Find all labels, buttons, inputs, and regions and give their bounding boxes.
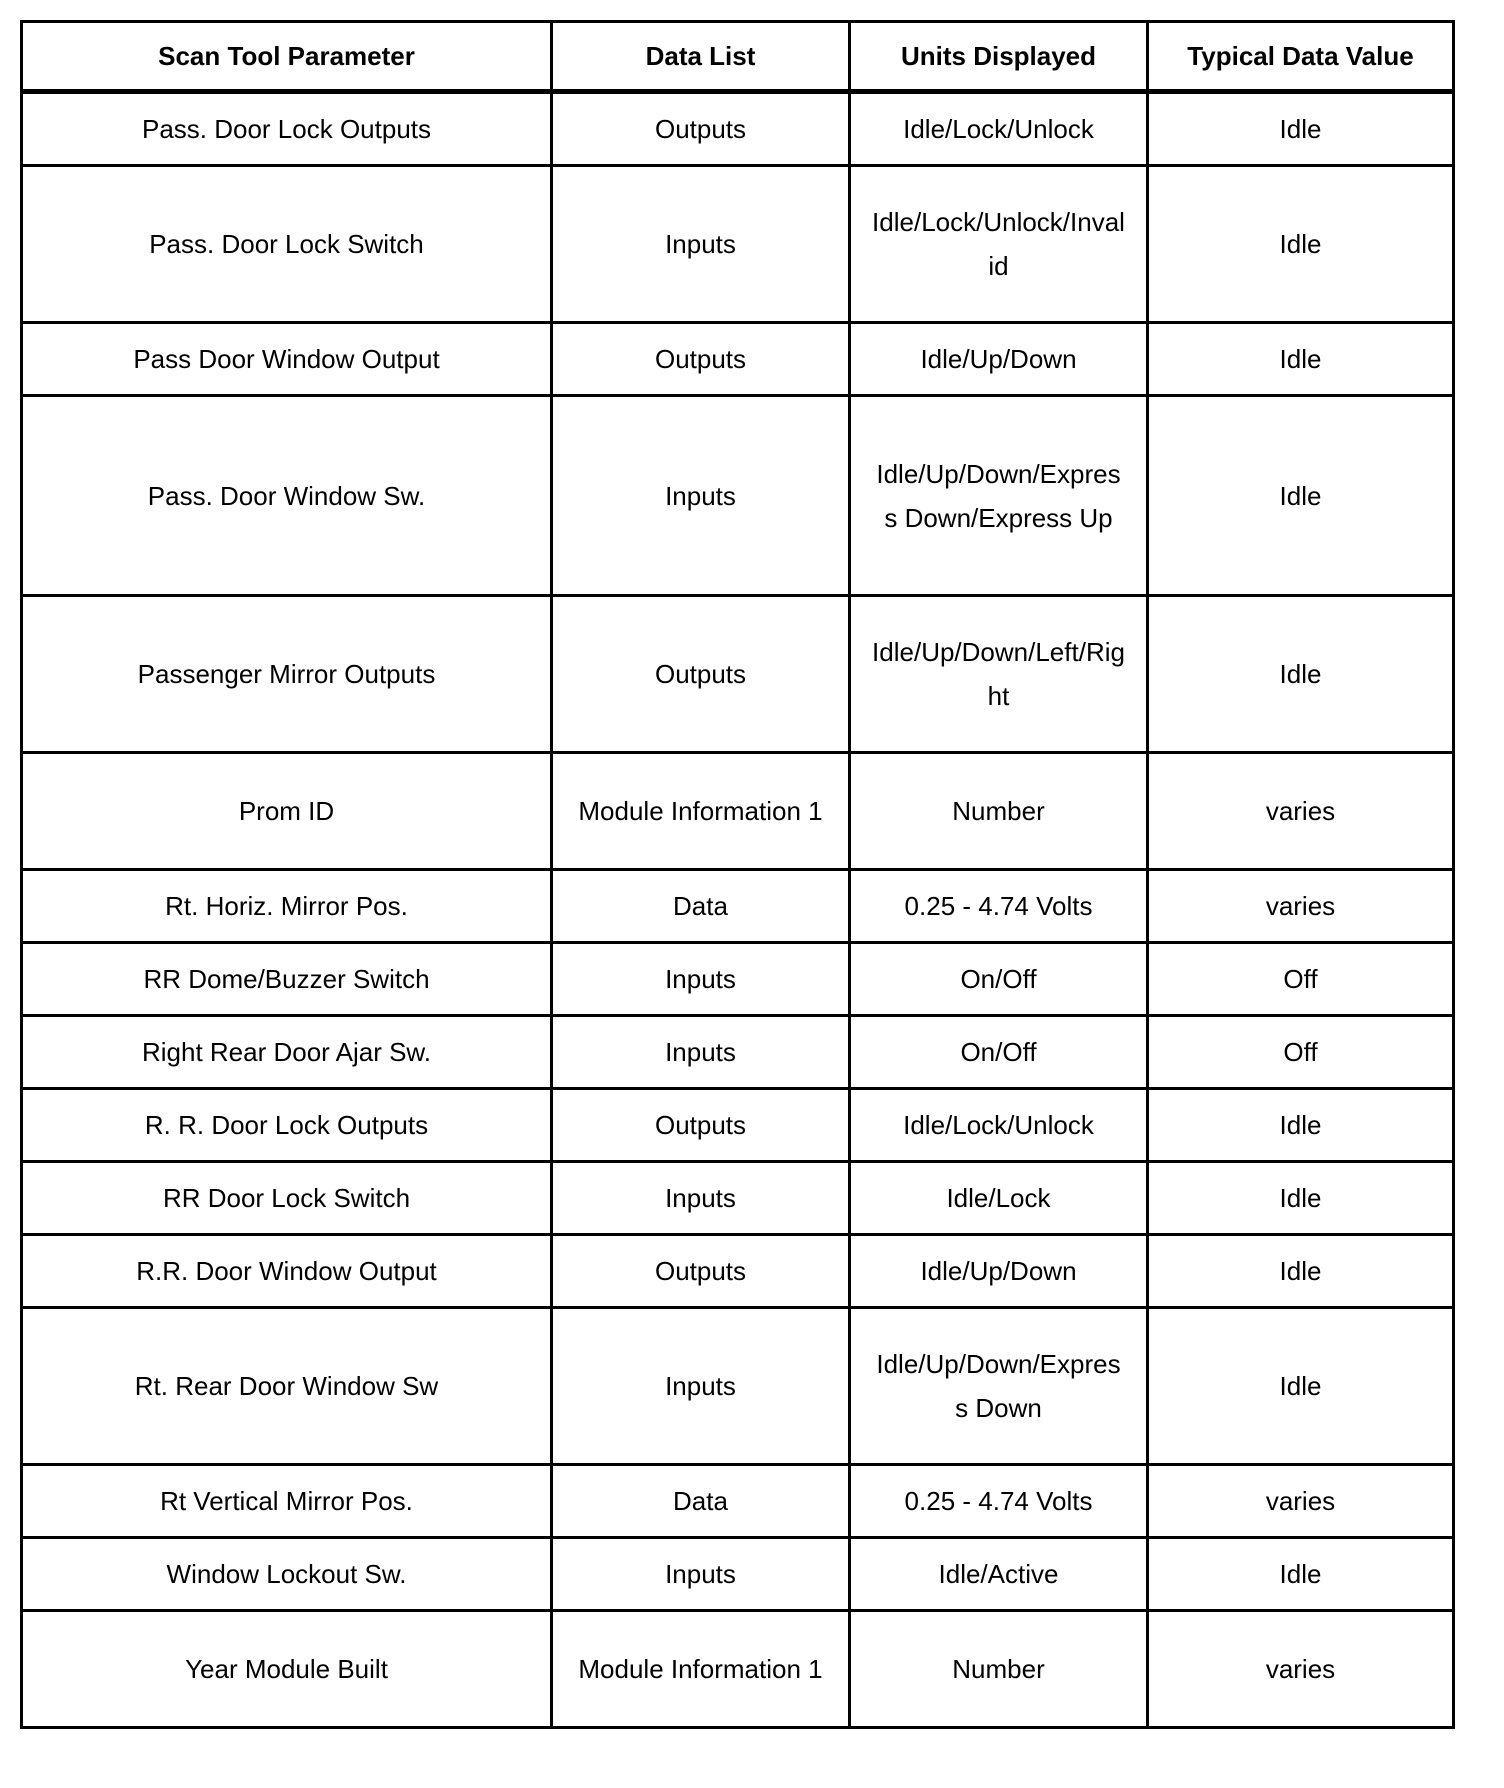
cell-parameter: Window Lockout Sw.	[22, 1538, 552, 1611]
cell-units: Idle/Lock/Unlock	[850, 92, 1148, 166]
table-row	[22, 1089, 1454, 1162]
table-row	[22, 1611, 1454, 1728]
table-row	[22, 1538, 1454, 1611]
cell-data-list: Outputs	[552, 323, 850, 396]
cell-data-list: Outputs	[552, 92, 850, 166]
cell-parameter: Prom ID	[22, 753, 552, 870]
header-units-displayed: Units Displayed	[850, 22, 1148, 92]
cell-units: Idle/Up/Down	[850, 1235, 1148, 1308]
cell-data-list: Module Information 1	[552, 753, 850, 870]
cell-units: Idle/Up/Down/Express Down	[850, 1308, 1148, 1465]
cell-parameter: Passenger Mirror Outputs	[22, 596, 552, 753]
table-row	[22, 166, 1454, 323]
table-row	[22, 870, 1454, 943]
cell-typical: varies	[1148, 870, 1454, 943]
cell-data-list: Outputs	[552, 1235, 850, 1308]
cell-parameter: Rt. Rear Door Window Sw	[22, 1308, 552, 1465]
cell-units: Idle/Active	[850, 1538, 1148, 1611]
cell-units: Idle/Up/Down/Left/Right	[850, 596, 1148, 753]
table-row	[22, 596, 1454, 753]
cell-parameter: Pass Door Window Output	[22, 323, 552, 396]
cell-typical: Idle	[1148, 1308, 1454, 1465]
cell-units: Idle/Lock/Unlock	[850, 1089, 1148, 1162]
cell-data-list: Data	[552, 1465, 850, 1538]
cell-parameter: Rt Vertical Mirror Pos.	[22, 1465, 552, 1538]
table-row	[22, 753, 1454, 870]
cell-typical: Idle	[1148, 1538, 1454, 1611]
cell-units: On/Off	[850, 943, 1148, 1016]
cell-typical: Idle	[1148, 1089, 1454, 1162]
cell-typical: Idle	[1148, 596, 1454, 753]
cell-parameter: Pass. Door Window Sw.	[22, 396, 552, 596]
cell-parameter: RR Door Lock Switch	[22, 1162, 552, 1235]
cell-typical: Off	[1148, 943, 1454, 1016]
cell-units: Idle/Up/Down	[850, 323, 1148, 396]
cell-data-list: Outputs	[552, 596, 850, 753]
cell-typical: Off	[1148, 1016, 1454, 1089]
table-row	[22, 1235, 1454, 1308]
table-row	[22, 323, 1454, 396]
cell-typical: varies	[1148, 1465, 1454, 1538]
cell-units: 0.25 - 4.74 Volts	[850, 870, 1148, 943]
cell-parameter: Rt. Horiz. Mirror Pos.	[22, 870, 552, 943]
cell-data-list: Outputs	[552, 1089, 850, 1162]
table-row	[22, 1162, 1454, 1235]
cell-typical: Idle	[1148, 1162, 1454, 1235]
table-row	[22, 1465, 1454, 1538]
table-row	[22, 396, 1454, 596]
table-header-row	[22, 22, 1454, 92]
cell-data-list: Inputs	[552, 396, 850, 596]
cell-units: 0.25 - 4.74 Volts	[850, 1465, 1148, 1538]
table-row	[22, 1016, 1454, 1089]
table-row	[22, 1308, 1454, 1465]
cell-units: Number	[850, 753, 1148, 870]
cell-units: Idle/Lock/Unlock/Invalid	[850, 166, 1148, 323]
cell-typical: varies	[1148, 1611, 1454, 1728]
cell-data-list: Inputs	[552, 1016, 850, 1089]
cell-data-list: Module Information 1	[552, 1611, 850, 1728]
cell-parameter: Pass. Door Lock Outputs	[22, 92, 552, 166]
cell-typical: Idle	[1148, 323, 1454, 396]
cell-data-list: Inputs	[552, 1162, 850, 1235]
cell-data-list: Inputs	[552, 1538, 850, 1611]
cell-data-list: Inputs	[552, 943, 850, 1016]
cell-parameter: Year Module Built	[22, 1611, 552, 1728]
table-row	[22, 943, 1454, 1016]
header-typical-data-value: Typical Data Value	[1148, 22, 1454, 92]
scan-tool-data-table	[20, 20, 1455, 1729]
scan-tool-table-container	[20, 20, 1452, 1729]
header-scan-tool-parameter: Scan Tool Parameter	[22, 22, 552, 92]
cell-data-list: Inputs	[552, 166, 850, 323]
cell-data-list: Data	[552, 870, 850, 943]
cell-units: Number	[850, 1611, 1148, 1728]
cell-parameter: R.R. Door Window Output	[22, 1235, 552, 1308]
cell-typical: Idle	[1148, 1235, 1454, 1308]
cell-data-list: Inputs	[552, 1308, 850, 1465]
cell-typical: Idle	[1148, 92, 1454, 166]
cell-units: Idle/Lock	[850, 1162, 1148, 1235]
cell-units: On/Off	[850, 1016, 1148, 1089]
cell-units: Idle/Up/Down/Express Down/Express Up	[850, 396, 1148, 596]
cell-typical: Idle	[1148, 396, 1454, 596]
cell-parameter: RR Dome/Buzzer Switch	[22, 943, 552, 1016]
header-data-list: Data List	[552, 22, 850, 92]
cell-parameter: R. R. Door Lock Outputs	[22, 1089, 552, 1162]
cell-parameter: Pass. Door Lock Switch	[22, 166, 552, 323]
cell-typical: varies	[1148, 753, 1454, 870]
table-row	[22, 92, 1454, 166]
cell-typical: Idle	[1148, 166, 1454, 323]
cell-parameter: Right Rear Door Ajar Sw.	[22, 1016, 552, 1089]
